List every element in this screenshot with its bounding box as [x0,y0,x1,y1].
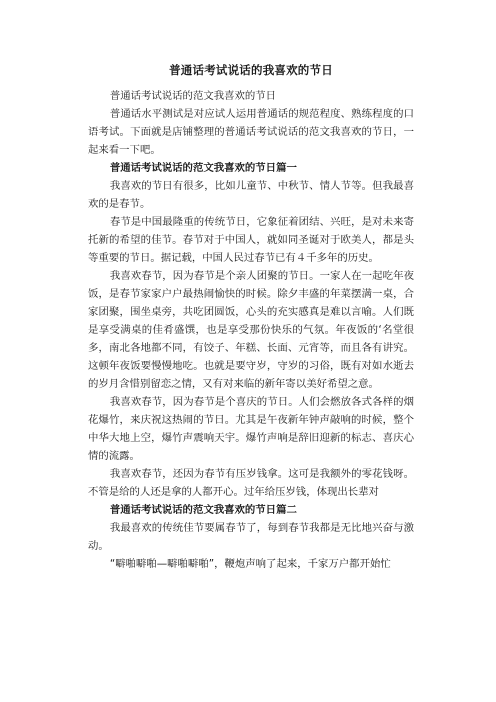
document-body [88,87,414,573]
paragraph: 我喜欢的节日有很多，比如儿童节、中秋节、情人节等。但我最喜欢的是春节。 [88,180,414,210]
document-page [88,62,414,573]
paragraph: 春节是中国最隆重的传统节日，它象征着团结、兴旺，是对未来寄托新的希望的佳节。春节对于中国人，就如同圣诞对于欧美人，都是头等重要的节日。据记载，中国人民过春节已有４千多年的历史。 [88,216,414,264]
paragraph: 我喜欢春节，还因为春节有压岁钱拿。这可是我额外的零花钱呀。不管是给的人还是拿的人都开心。过年给压岁钱，体现出长辈对 [88,468,414,498]
paragraph: 我最喜欢的传统佳节要属春节了，每到春节我都是无比地兴奋与激动。 [88,522,414,552]
paragraph: 普通话考试说话的范文我喜欢的节日 [109,90,277,102]
paragraph: 我喜欢春节，因为春节是个亲人团聚的节日。一家人在一起吃年夜饭，是春节家家户户最热闹愉快的时候。除夕丰盛的年菜摆满一桌，合家团聚，围坐桌旁，共吃团圆饭，心头的充实感真是难以言喻。人们既是享受满桌的佳肴盛馔，也是享受那份快乐的气氛。年夜饭的‘名堂很多，南北各地都不同，有饺子、年糕、长面、元宵等，而且各有讲究。这顿年夜饭要慢慢地吃。也就是要守岁，守岁的习俗，既有对如水逝去的岁月含惜别留恋之情，又有对来临的新年寄以美好希望之意。 [88,270,414,390]
paragraph: 我喜欢春节，因为春节是个喜庆的节日。人们会燃放各式各样的烟花爆竹，来庆祝这热闹的节日。尤其是午夜新年钟声敲响的时候，整个中华大地上空，爆竹声震响天宇。爆竹声响是辞旧迎新的标志、喜庆心情的流露。 [88,396,414,462]
document-title: 普通话考试说话的我喜欢的节日 [169,63,333,77]
section-heading: 普通话考试说话的范文我喜欢的节日篇二 [109,504,297,516]
paragraph: 普通话水平测试是对应试人运用普通话的规范程度、熟练程度的口语考试。下面就是店铺整理的普通话考试说话的范文我喜欢的节日，一起来看一下吧。 [88,108,414,156]
section-heading: 普通话考试说话的范文我喜欢的节日篇一 [109,162,297,174]
paragraph: “噼啪噼啪—噼啪噼啪”，鞭炮声响了起来，千家万户都开始忙 [109,558,391,570]
